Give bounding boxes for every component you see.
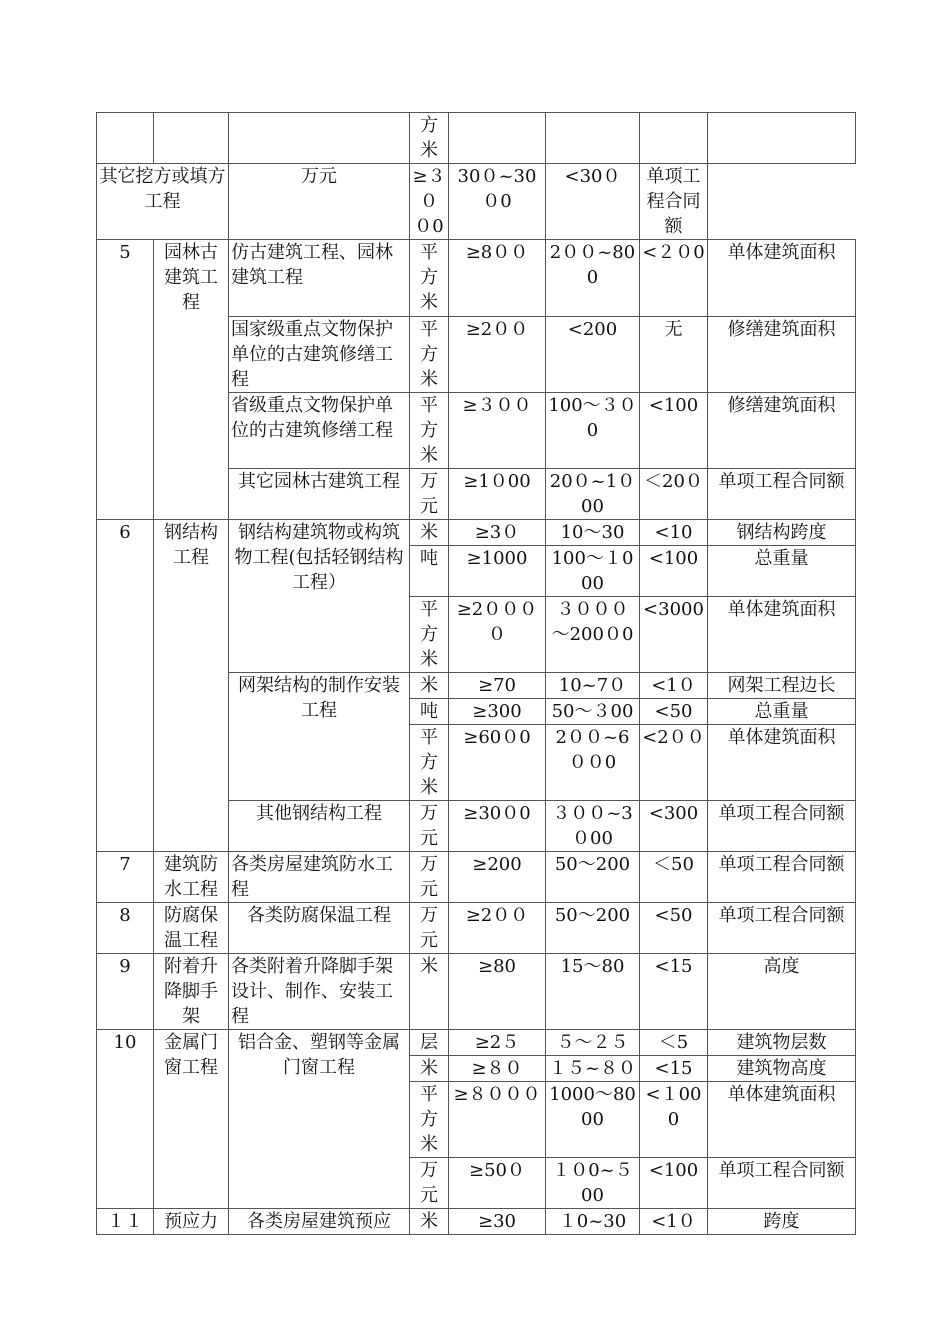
small-threshold-cell: <1０	[640, 1209, 708, 1235]
scope-cell: 其它园林古建筑工程	[229, 469, 410, 520]
large-threshold-cell: ≥70	[449, 673, 546, 699]
large-threshold-cell: ≥2００	[449, 317, 546, 393]
category-cell: 建筑防水工程	[154, 852, 229, 903]
scope-cell: 省级重点文物保护单位的古建筑修缮工程	[229, 393, 410, 469]
large-threshold-cell: ≥3０	[449, 520, 546, 546]
small-threshold-cell: <２０0	[640, 240, 708, 317]
index-cell: 总重量	[708, 546, 856, 597]
scope-cell: 国家级重点文物保护单位的古建筑修缮工程	[229, 317, 410, 393]
large-threshold-cell: ≥50０	[449, 1158, 546, 1209]
seq-cell: 9	[97, 954, 154, 1030]
medium-range-cell: 100～１000	[546, 546, 640, 597]
medium-range-cell: 15～80	[546, 954, 640, 1030]
scope-cell: 铝合金、塑钢等金属门窗工程	[229, 1030, 410, 1209]
scope-cell: 其他钢结构工程	[229, 801, 410, 852]
medium-range-cell: ３０００～200０0	[546, 597, 640, 673]
table-row	[97, 240, 856, 317]
scope-cell: 各类房屋建筑预应	[229, 1209, 410, 1235]
category-cell: 园林古建筑工程	[154, 240, 229, 520]
seq-cell: 7	[97, 852, 154, 903]
unit-cell: 吨	[410, 699, 449, 725]
unit-cell: 平方米	[410, 1082, 449, 1158]
qualification-table	[96, 112, 856, 1235]
unit-cell: 万元	[229, 164, 410, 240]
scope-cell: 钢结构建筑物或构筑物工程(包括轻钢结构工程）	[229, 520, 410, 673]
medium-range-cell: 50～200	[546, 903, 640, 954]
unit-cell: 平方米	[410, 597, 449, 673]
unit-cell: 万元	[410, 852, 449, 903]
index-cell: 单体建筑面积	[708, 597, 856, 673]
medium-range-cell: ５～２５	[546, 1030, 640, 1056]
large-threshold-cell: ≥2００００	[449, 597, 546, 673]
small-threshold-cell: <30０	[546, 164, 640, 240]
medium-range-cell: ３００~3０00	[546, 801, 640, 852]
medium-range-cell: 20０~1０00	[546, 469, 640, 520]
medium-range-cell: 100～３０0	[546, 393, 640, 469]
small-threshold-cell: <１000	[640, 1082, 708, 1158]
category-cell: 防腐保温工程	[154, 903, 229, 954]
medium-range-cell: 50～３00	[546, 699, 640, 725]
unit-cell: 万元	[410, 903, 449, 954]
unit-cell: 米	[410, 673, 449, 699]
unit-cell: 米	[410, 1056, 449, 1082]
medium-range-cell: <200	[546, 317, 640, 393]
unit-cell: 万元	[410, 469, 449, 520]
large-threshold-cell: ≥300	[449, 699, 546, 725]
large-threshold-cell: ≥8００	[449, 240, 546, 317]
index-cell: 单项工程合同额	[640, 164, 708, 240]
medium-range-cell: １５~８０	[546, 1056, 640, 1082]
small-threshold-cell: <1０	[640, 673, 708, 699]
index-cell: 单项工程合同额	[708, 852, 856, 903]
index-cell: 修缮建筑面积	[708, 317, 856, 393]
small-threshold-cell: ＜50	[640, 852, 708, 903]
seq-cell: 8	[97, 903, 154, 954]
medium-range-cell: １0~30	[546, 1209, 640, 1235]
small-threshold-cell: <15	[640, 954, 708, 1030]
unit-cell: 方米	[410, 113, 449, 164]
index-cell: 单项工程合同额	[708, 903, 856, 954]
table-row	[97, 1030, 856, 1056]
index-cell: 网架工程边长	[708, 673, 856, 699]
large-threshold-cell: ≥2００	[449, 903, 546, 954]
table-row	[97, 164, 856, 240]
scope-cell: 各类防腐保温工程	[229, 903, 410, 954]
unit-cell: 万元	[410, 1158, 449, 1209]
table-row	[97, 520, 856, 546]
small-threshold-cell: <50	[640, 903, 708, 954]
unit-cell: 平方米	[410, 393, 449, 469]
scope-cell: 网架结构的制作安装工程	[229, 673, 410, 801]
medium-range-cell	[546, 113, 640, 164]
small-threshold-cell: <15	[640, 1056, 708, 1082]
large-threshold-cell: ≥1０00	[449, 469, 546, 520]
table-row	[97, 903, 856, 954]
unit-cell: 平方米	[410, 240, 449, 317]
small-threshold-cell: <100	[640, 1158, 708, 1209]
category-cell: 其它挖方或填方工程	[97, 164, 229, 240]
index-cell: 高度	[708, 954, 856, 1030]
index-cell: 建筑物高度	[708, 1056, 856, 1082]
category-cell: 金属门窗工程	[154, 1030, 229, 1209]
unit-cell: 吨	[410, 546, 449, 597]
large-threshold-cell	[449, 113, 546, 164]
small-threshold-cell: <2００	[640, 725, 708, 801]
large-threshold-cell: ≥３００	[449, 393, 546, 469]
medium-range-cell: 2００~800	[546, 240, 640, 317]
index-cell: 单体建筑面积	[708, 240, 856, 317]
unit-cell: 层	[410, 1030, 449, 1056]
seq-cell: 5	[97, 240, 154, 520]
small-threshold-cell: <10	[640, 520, 708, 546]
seq-cell: 10	[97, 1030, 154, 1209]
small-threshold-cell: <100	[640, 393, 708, 469]
index-cell	[708, 113, 856, 164]
medium-range-cell: 2００~6００0	[546, 725, 640, 801]
seq-cell	[97, 113, 154, 164]
seq-cell: １１	[97, 1209, 154, 1235]
table-row	[97, 113, 856, 164]
unit-cell: 平方米	[410, 725, 449, 801]
category-cell	[154, 113, 229, 164]
scope-cell: 各类附着升降脚手架设计、制作、安装工程	[229, 954, 410, 1030]
large-threshold-cell: ≥80	[449, 954, 546, 1030]
index-cell: 总重量	[708, 699, 856, 725]
index-cell: 单体建筑面积	[708, 1082, 856, 1158]
large-threshold-cell: ≥30０0	[449, 801, 546, 852]
small-threshold-cell: <300	[640, 801, 708, 852]
unit-cell: 平方米	[410, 317, 449, 393]
index-cell: 建筑物层数	[708, 1030, 856, 1056]
small-threshold-cell: <100	[640, 546, 708, 597]
scope-cell	[229, 113, 410, 164]
medium-range-cell: 10~7０	[546, 673, 640, 699]
small-threshold-cell: 无	[640, 317, 708, 393]
small-threshold-cell: <50	[640, 699, 708, 725]
index-cell: 修缮建筑面积	[708, 393, 856, 469]
index-cell: 单项工程合同额	[708, 469, 856, 520]
scope-cell: 仿古建筑工程、园林建筑工程	[229, 240, 410, 317]
large-threshold-cell: ≥３００0	[410, 164, 449, 240]
small-threshold-cell: ＜5	[640, 1030, 708, 1056]
medium-range-cell: 30０~30０0	[449, 164, 546, 240]
category-cell: 预应力	[154, 1209, 229, 1235]
medium-range-cell: 10～30	[546, 520, 640, 546]
table-row	[97, 954, 856, 1030]
index-cell: 单项工程合同额	[708, 1158, 856, 1209]
unit-cell: 米	[410, 954, 449, 1030]
large-threshold-cell: ≥1000	[449, 546, 546, 597]
medium-range-cell: 50～200	[546, 852, 640, 903]
scope-cell: 各类房屋建筑防水工程	[229, 852, 410, 903]
index-cell: 跨度	[708, 1209, 856, 1235]
medium-range-cell: １０0~５00	[546, 1158, 640, 1209]
table-row	[97, 852, 856, 903]
table-row	[97, 1209, 856, 1235]
category-cell: 钢结构工程	[154, 520, 229, 852]
small-threshold-cell	[640, 113, 708, 164]
large-threshold-cell: ≥８０	[449, 1056, 546, 1082]
index-cell: 单体建筑面积	[708, 725, 856, 801]
large-threshold-cell: ≥60０0	[449, 725, 546, 801]
large-threshold-cell: ≥2５	[449, 1030, 546, 1056]
seq-cell: 6	[97, 520, 154, 852]
index-cell: 单项工程合同额	[708, 801, 856, 852]
unit-cell: 米	[410, 520, 449, 546]
unit-cell: 万元	[410, 801, 449, 852]
large-threshold-cell: ≥30	[449, 1209, 546, 1235]
index-cell: 钢结构跨度	[708, 520, 856, 546]
small-threshold-cell: ＜20０	[640, 469, 708, 520]
category-cell: 附着升降脚手架	[154, 954, 229, 1030]
large-threshold-cell: ≥200	[449, 852, 546, 903]
large-threshold-cell: ≥８０００	[449, 1082, 546, 1158]
medium-range-cell: 1000～8000	[546, 1082, 640, 1158]
unit-cell: 米	[410, 1209, 449, 1235]
small-threshold-cell: <3000	[640, 597, 708, 673]
